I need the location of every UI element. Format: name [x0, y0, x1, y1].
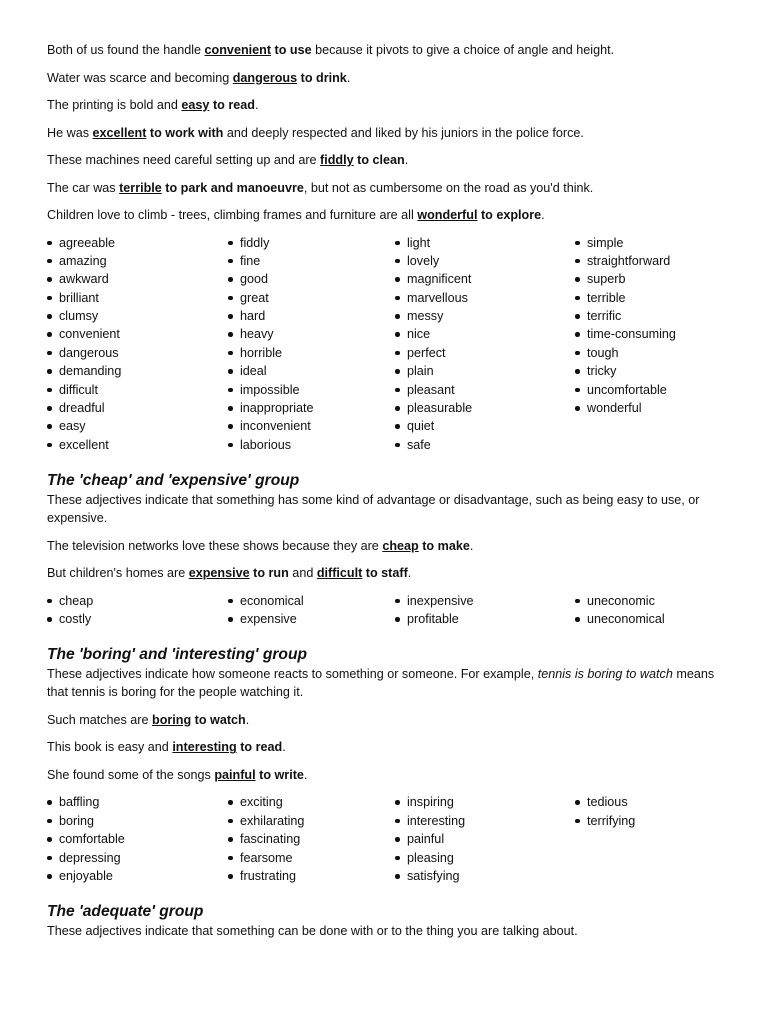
adjective-item: heavy	[228, 325, 395, 343]
text-run: This book is easy and	[47, 740, 173, 755]
section-heading-adequate: The 'adequate' group	[47, 903, 204, 921]
adjective-item: pleasurable	[395, 399, 575, 417]
infinitive-phrase: to explore	[477, 208, 542, 222]
target-adjective: convenient	[204, 43, 272, 57]
adjective-item: satisfying	[395, 867, 575, 885]
infinitive-phrase: to clean	[353, 153, 405, 167]
text-run: and deeply respected and liked by his juniors in the police force.	[223, 125, 584, 140]
example-sentence	[47, 537, 737, 555]
adjective-item: terrible	[575, 289, 735, 307]
adjective-item: difficult	[47, 381, 228, 399]
infinitive-phrase: to use	[271, 43, 312, 57]
example-sentence	[47, 711, 737, 729]
target-adjective: easy	[181, 98, 210, 112]
adjective-item: awkward	[47, 270, 228, 288]
text-run: .	[407, 566, 412, 581]
adjective-item: perfect	[395, 344, 575, 362]
adjective-item: clumsy	[47, 307, 228, 325]
adjective-item: quiet	[395, 417, 575, 435]
adjective-item: uneconomical	[575, 610, 735, 628]
example-sentence	[47, 96, 737, 114]
adjective-item: inexpensive	[395, 592, 575, 610]
example-sentences-boring-interesting	[47, 711, 737, 784]
adjective-item: hard	[228, 307, 395, 325]
target-adjective: fiddly	[320, 153, 354, 167]
adjective-item: pleasing	[395, 849, 575, 867]
text-run: The car was	[47, 180, 120, 195]
section-intro-adequate	[47, 923, 737, 941]
infinitive-phrase: to drink	[297, 70, 347, 85]
text-run: and	[288, 566, 317, 581]
adjective-item: magnificent	[395, 270, 575, 288]
text-run: Children love to climb - trees, climbing frames and furniture are all	[47, 208, 418, 222]
adjective-item: depressing	[47, 849, 228, 867]
adjective-item: exciting	[228, 793, 395, 811]
adjective-item: laborious	[228, 436, 395, 454]
text-run: .	[282, 740, 286, 755]
adjective-item: impossible	[228, 381, 395, 399]
text-run: Such matches are	[47, 712, 152, 727]
adjective-item: great	[228, 289, 395, 307]
adjective-item: inappropriate	[228, 399, 395, 417]
adjective-item: horrible	[228, 344, 395, 362]
adjective-column	[228, 234, 395, 455]
adjective-item: terrifying	[575, 812, 735, 830]
adjective-item: lovely	[395, 252, 575, 270]
infinitive-phrase: to read	[236, 740, 283, 755]
infinitive-phrase: to write	[255, 767, 304, 782]
adjective-item: inspiring	[395, 793, 575, 811]
example-sentence	[47, 151, 737, 169]
target-adjective: boring	[152, 712, 192, 727]
adjective-column	[47, 793, 228, 885]
infinitive-phrase: to work with	[146, 125, 224, 140]
text-run: These machines need careful setting up and are	[47, 153, 321, 167]
adjective-item: excellent	[47, 436, 228, 454]
adjective-item: baffling	[47, 793, 228, 811]
adjective-item: uneconomic	[575, 592, 735, 610]
adjective-item: expensive	[228, 610, 395, 628]
adjective-item: fearsome	[228, 849, 395, 867]
example-sentence	[47, 179, 737, 197]
adjective-list	[47, 234, 737, 455]
adjective-item: profitable	[395, 610, 575, 628]
adjective-item: interesting	[395, 812, 575, 830]
section-heading-boring-interesting: The 'boring' and 'interesting' group	[47, 646, 307, 664]
infinitive-phrase: to make	[418, 538, 470, 553]
adjective-item: time-consuming	[575, 325, 735, 343]
infinitive-phrase: to staff	[362, 566, 408, 581]
text-run: .	[254, 98, 259, 112]
text-run: .	[346, 70, 351, 85]
text-run: Both of us found the handle	[47, 43, 205, 57]
adjective-item: light	[395, 234, 575, 252]
adjective-column	[575, 592, 735, 629]
adjective-item: costly	[47, 610, 228, 628]
text-run: because it pivots to give a choice of angle and height.	[311, 43, 615, 57]
target-adjective: cheap	[382, 538, 419, 553]
adjective-column	[395, 793, 575, 885]
text-run: .	[245, 712, 250, 727]
example-sentences	[47, 41, 737, 224]
adjective-item: dangerous	[47, 344, 228, 362]
target-adjective: interesting	[172, 740, 237, 755]
adjective-item: tedious	[575, 793, 735, 811]
infinitive-phrase: to watch	[191, 712, 246, 727]
text-run: , but not as cumbersome on the road as you'd think.	[303, 180, 594, 195]
adjective-item: exhilarating	[228, 812, 395, 830]
example-sentence	[47, 124, 737, 142]
adjective-item: ideal	[228, 362, 395, 380]
adjective-item: frustrating	[228, 867, 395, 885]
infinitive-phrase: to read	[209, 98, 255, 112]
example-sentences-cheap-expensive	[47, 537, 737, 583]
adjective-item: fiddly	[228, 234, 395, 252]
adjective-item: messy	[395, 307, 575, 325]
text-run: These adjectives indicate that something can be done with or to the thing you are talking about.	[47, 924, 578, 939]
text-run: Water was scarce and becoming	[47, 70, 233, 85]
adjective-column	[47, 592, 228, 629]
adjective-item: dreadful	[47, 399, 228, 417]
section-heading-cheap-expensive: The 'cheap' and 'expensive' group	[47, 472, 300, 490]
adjective-column	[575, 793, 735, 885]
adjective-item: demanding	[47, 362, 228, 380]
adjective-item: good	[228, 270, 395, 288]
target-adjective: dangerous	[232, 70, 298, 85]
adjective-column	[395, 592, 575, 629]
adjective-item: uncomfortable	[575, 381, 735, 399]
adjective-item: safe	[395, 436, 575, 454]
adjective-item: fine	[228, 252, 395, 270]
adjective-item: comfortable	[47, 830, 228, 848]
text-run: .	[541, 208, 545, 222]
text-run: .	[469, 538, 474, 553]
target-adjective: expensive	[188, 566, 250, 581]
text-run: She found some of the songs	[47, 767, 215, 782]
adjective-item: economical	[228, 592, 395, 610]
target-adjective: difficult	[316, 566, 363, 581]
infinitive-phrase: to run	[249, 566, 289, 581]
section-intro-boring-interesting	[47, 666, 737, 701]
adjective-column	[395, 234, 575, 455]
adjective-list-cheap-expensive	[47, 592, 737, 629]
adjective-item: easy	[47, 417, 228, 435]
text-run: These adjectives indicate that something has some kind of advantage or disadvantage, such as being easy to use, or expensive.	[47, 493, 700, 525]
adjective-item: tough	[575, 344, 735, 362]
target-adjective: excellent	[92, 125, 147, 140]
target-adjective: terrible	[119, 180, 162, 195]
adjective-item: superb	[575, 270, 735, 288]
adjective-item: cheap	[47, 592, 228, 610]
adjective-item: enjoyable	[47, 867, 228, 885]
example-sentence	[47, 206, 737, 224]
adjective-list-boring-interesting	[47, 793, 737, 885]
adjective-item: fascinating	[228, 830, 395, 848]
adjective-item: agreeable	[47, 234, 228, 252]
adjective-item: wonderful	[575, 399, 735, 417]
adjective-item: simple	[575, 234, 735, 252]
text-run: .	[404, 153, 409, 167]
text-run: means that tennis is boring for the people watching it.	[47, 667, 715, 699]
text-run: .	[303, 767, 308, 782]
adjective-column	[47, 234, 228, 455]
adjective-column	[575, 234, 735, 455]
adjective-item: straightforward	[575, 252, 735, 270]
document-page	[47, 41, 737, 950]
text-run: The printing is bold and	[47, 98, 182, 112]
text-run: But children's homes are	[47, 566, 189, 581]
target-adjective: painful	[214, 767, 256, 782]
infinitive-phrase: to park and manoeuvre	[161, 180, 304, 195]
adjective-item: marvellous	[395, 289, 575, 307]
adjective-item: inconvenient	[228, 417, 395, 435]
text-run: The television networks love these shows because they are	[47, 538, 383, 553]
italic-example: tennis is boring to watch	[537, 667, 673, 682]
adjective-item: amazing	[47, 252, 228, 270]
adjective-item: boring	[47, 812, 228, 830]
text-run: These adjectives indicate how someone reacts to something or someone. For example,	[47, 667, 538, 682]
adjective-column	[228, 592, 395, 629]
example-sentence	[47, 766, 737, 784]
adjective-item: brilliant	[47, 289, 228, 307]
example-sentence	[47, 564, 737, 582]
target-adjective: wonderful	[417, 208, 478, 222]
adjective-item: plain	[395, 362, 575, 380]
adjective-item: pleasant	[395, 381, 575, 399]
adjective-item: tricky	[575, 362, 735, 380]
adjective-item: convenient	[47, 325, 228, 343]
adjective-item: terrific	[575, 307, 735, 325]
section-intro-cheap-expensive	[47, 492, 737, 527]
example-sentence	[47, 69, 737, 87]
example-sentence	[47, 738, 737, 756]
example-sentence	[47, 41, 737, 59]
text-run: He was	[47, 125, 93, 140]
adjective-item: nice	[395, 325, 575, 343]
adjective-column	[228, 793, 395, 885]
adjective-item: painful	[395, 830, 575, 848]
